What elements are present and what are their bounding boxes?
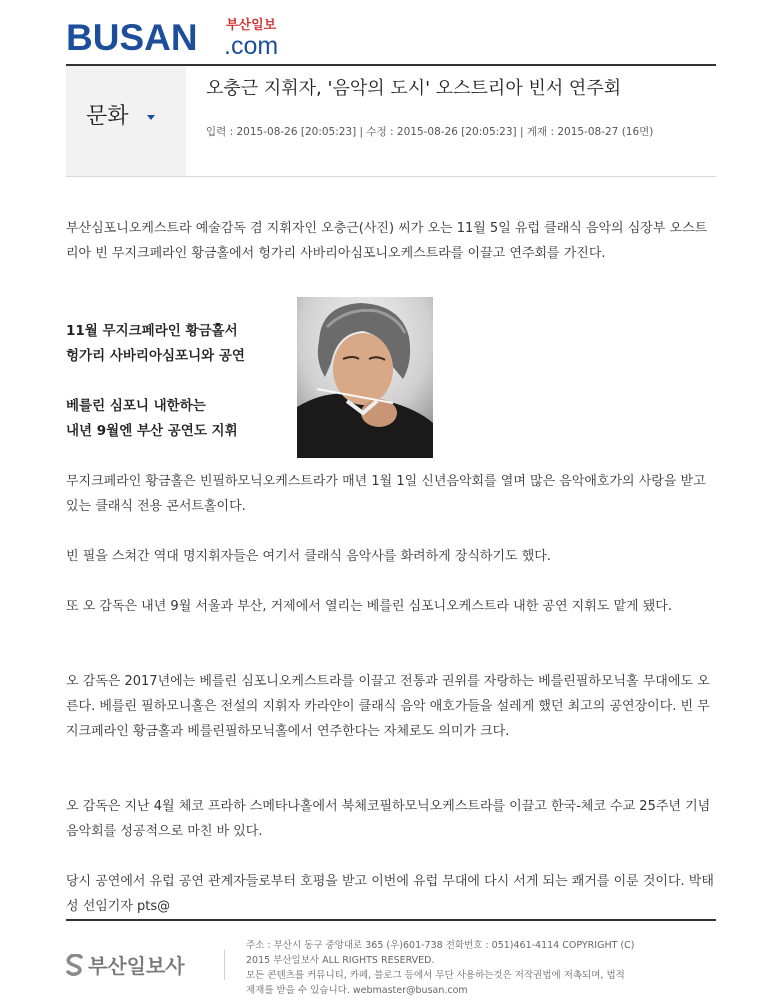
footer-line: 2015 부산일보사 ALL RIGHTS RESERVED. [246, 955, 435, 966]
conductor-photo-illustration [297, 297, 433, 458]
article-paragraph: 부산심포니오케스트라 예술감독 겸 지휘자인 오충근(사진) 씨가 오는 11월 5일 유럽 클래식 음악의 심장부 오스트리아 빈 무지크페라인 황금홀에서 헝가리 사바리아심포니오케스트라를 이끌고 연주회를 가진다. [66, 221, 708, 261]
footer-info [246, 938, 706, 998]
footer-logo-text: 부산일보사 [88, 954, 185, 978]
article-paragraph: 당시 공연에서 유럽 공연 관계자들로부터 호평을 받고 이번에 유럽 무대에 다시 서게 되는 쾌거를 이룬 것이다. 박태성 선임기자 pts@ [66, 874, 714, 914]
logo-korean-text: 부산일보 [226, 18, 277, 33]
footer-line: 주소 : 부산시 동구 중앙대로 365 (우)601-738 전화번호 : 051)461-4114 COPYRIGHT (C) [246, 940, 635, 951]
busan-ilbo-mark-icon [66, 954, 84, 976]
headline-divider [66, 176, 716, 177]
article-paragraph: 오 감독은 2017년에는 베를린 심포니오케스트라를 이끌고 전통과 권위를 자랑하는 베를린필하모닉홀 무대에도 오른다. 베를린 필하모니홀은 전설의 지휘자 카라얀이 클래식 음악 애호가들을 설레게 했던 최고의 공연장이다. 빈 무지크페라인 황금홀과 베를린필하모닉홀에서 연주한다는 자체로도 의미가 크다. [66, 674, 710, 739]
caret-down-icon[interactable] [147, 115, 155, 120]
article-headline: 오충근 지휘자, '음악의 도시' 오스트리아 빈서 연주회 [206, 78, 622, 99]
article-subhead: 베를린 심포니 내한하는 [66, 398, 206, 414]
section-label[interactable]: 문화 [86, 104, 129, 129]
article-subhead: 11월 무지크페라인 황금홀서 [66, 323, 238, 339]
footer-divider [66, 919, 716, 921]
article-paragraph: 오 감독은 지난 4월 체코 프라하 스메타나홀에서 북체코필하모닉오케스트라를 이끌고 한국-체코 수교 25주년 기념음악회를 성공적으로 마친 바 있다. [66, 799, 711, 839]
article-subhead: 내년 9월엔 부산 공연도 지휘 [66, 423, 238, 439]
footer-line: 제재를 받을 수 있습니다. webmaster@busan.com [246, 985, 468, 996]
article-paragraph: 무지크페라인 황금홀은 빈필하모닉오케스트라가 매년 1월 1일 신년음악회를 열며 많은 음악애호가의 사랑을 받고 있는 클래식 전용 콘서트홀이다. [66, 474, 706, 514]
logo-com-text: .com [224, 32, 279, 60]
article-paragraph: 빈 필을 스쳐간 역대 명지휘자들은 여기서 클래식 음악사를 화려하게 장식하기도 했다. [66, 549, 551, 564]
article-meta: 입력 : 2015-08-26 [20:05:23] | 수정 : 2015-08-26 [20:05:23] | 게재 : 2015-08-27 (16면) [206, 126, 654, 138]
article-subhead: 헝가리 사바리아심포니와 공연 [66, 348, 245, 364]
footer-line: 모든 콘텐츠를 커뮤니티, 카페, 블로그 등에서 무단 사용하는것은 저작권법에 저촉되며, 법적 [246, 970, 625, 981]
logo-busan-text: BUSAN [66, 17, 198, 58]
article-paragraph: 또 오 감독은 내년 9월 서울과 부산, 거제에서 열리는 베를린 심포니오케스트라 내한 공연 지휘도 맡게 됐다. [66, 599, 672, 614]
article-photo [297, 297, 433, 458]
footer-separator [224, 950, 225, 980]
